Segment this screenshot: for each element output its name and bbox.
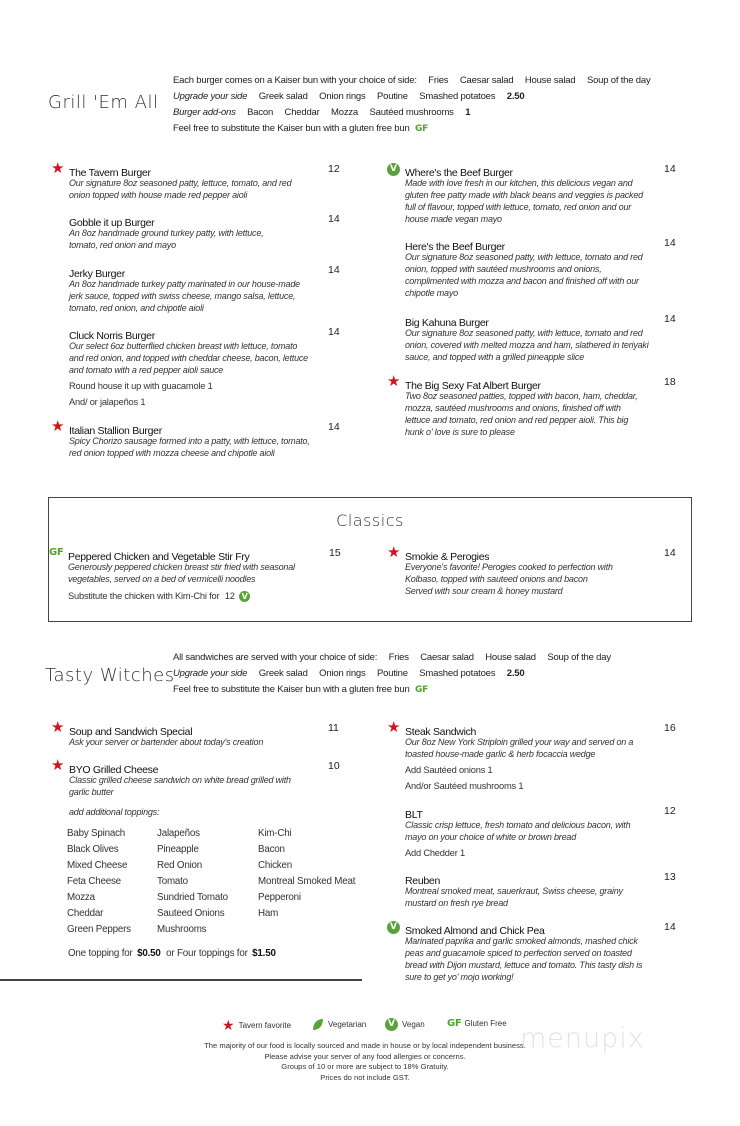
vegan-icon: V <box>387 921 400 934</box>
vegan-icon: V <box>239 591 250 602</box>
star-icon: ★ <box>222 1017 235 1033</box>
star-icon: ★ <box>51 418 65 435</box>
gluten-free-icon: GF <box>49 547 64 558</box>
menu-item: Here's the Beef Burger 14 Our signature 8oz seasoned patty, with lettuce, tomato and red onion, topped with sautéed mushrooms and onions, complimented with mozza and bacon and finished off with our chipotle mayo <box>405 237 676 298</box>
menu-item: ★ Soup and Sandwich Special 11 Ask your server or bartender about today's creation <box>51 719 339 747</box>
menu-item: Big Kahuna Burger 14 Our signature 8oz seasoned patty, with lettuce, tomato and red onion, covered with melted mozza and ham, slathered in teriyaki sauce, and topped with a grilled pineapple slice <box>405 313 676 362</box>
gluten-free-icon: GF <box>447 1018 462 1029</box>
toppings-col-1: Baby Spinach Black Olives Mixed Cheese Feta Cheese Mozza Cheddar Green Peppers <box>67 828 131 935</box>
menu-item: V Where's the Beef Burger 14 Made with love fresh in our kitchen, this delicious vegan and gluten free patty made with black beans and veggies is packed full of flavour, topped with lettuce, tomato, red onion and our house made vegan mayo <box>405 163 695 225</box>
grill-intro-line3: Burger add-ons Bacon Cheddar Mozza Sautéed mushrooms 1 <box>173 107 471 118</box>
grill-intro-line2: Upgrade your side Greek salad Onion rings Poutine Smashed potatoes 2.50 <box>173 91 525 102</box>
grill-intro <box>173 73 660 137</box>
section-title-witches: Tasty Witches <box>45 665 175 686</box>
star-icon: ★ <box>51 160 65 177</box>
star-icon: ★ <box>387 544 401 561</box>
vegan-icon: V <box>387 163 400 176</box>
menu-item: GF Peppered Chicken and Vegetable Stir Fry 15 Generously peppered chicken breast stir fried with seasonal vegetables, served on a bed of vermicelli noodles Substitute the chicken with Kim-Chi for 12 V <box>49 547 341 601</box>
grill-intro-line4: Feel free to substitute the Kaiser bun with a gluten free bun GF <box>173 123 428 134</box>
leaf-icon <box>312 1018 324 1031</box>
witches-intro-line3: Feel free to substitute the Kaiser bun with a gluten free bun GF <box>173 684 428 695</box>
witches-intro-line1: All sandwiches are served with your choice of side: Fries Caesar salad House salad Soup of the day <box>173 652 611 663</box>
menu-item: V Smoked Almond and Chick Pea 14 Marinated paprika and garlic smoked almonds, mashed chick peas and guacamole spiced to perfection served on toasted bread with Dijon mustard, lettuce and tomato. This tasty dish is sure to get yo' mojo working! <box>405 921 695 983</box>
menu-item: ★ Steak Sandwich 16 Our 8oz New York Striploin grilled your way and served on a toasted house-made garlic & herb focaccia wedge Add Sautéed onions 1 And/or Sautéed mushrooms 1 <box>387 719 676 791</box>
menu-item: ★ Italian Stallion Burger 14 Spicy Chorizo sausage formed into a patty, with lettuce, tomato, red onion topped with mozza cheese and chipotle aioli <box>51 418 340 458</box>
toppings-label: add additional toppings: <box>69 807 160 817</box>
grill-intro-line1: Each burger comes on a Kaiser bun with your choice of side: Fries Caesar salad House salad Soup of the day <box>173 75 651 86</box>
menu-item: ★ The Big Sexy Fat Albert Burger 18 Two 8oz seasoned patties, topped with bacon, ham, cheddar, mozza, sautéed mushrooms and onions, finished off with lettuce and tomato, red onion and red pepper aioli. This big hunk o' love is sure to please <box>387 373 676 437</box>
legend-tavern-favorite: ★ Tavern favorite <box>222 1017 292 1033</box>
vegan-icon: V <box>385 1018 398 1031</box>
star-icon: ★ <box>387 373 401 390</box>
legend-gluten-free: GF Gluten Free <box>447 1018 507 1029</box>
star-icon: ★ <box>51 757 65 774</box>
watermark: menupix <box>520 1023 645 1054</box>
menu-item: ★ Smokie & Perogies 14 Everyone's favorite! Perogies cooked to perfection with Kolbaso, topped with sauteed onions and bacon Served with sour cream & honey mustard <box>387 544 676 596</box>
gluten-free-icon: GF <box>415 685 428 695</box>
star-icon: ★ <box>51 719 65 736</box>
menu-item: BLT 12 Classic crisp lettuce, fresh tomato and delicious bacon, with mayo on your choice of white or brown bread Add Chedder 1 <box>405 805 676 858</box>
footer-notes: The majority of our food is locally sourced and made in house or by local independent business. Please advise your server of any food allergies or concerns. Groups of 10 or more are subject to 18% Gratuity. Prices do not include GST. <box>204 1041 526 1082</box>
menu-item: ★ The Tavern Burger 12 Our signature 8oz seasoned patty, lettuce, tomato, and red onion topped with house made red pepper aioli <box>51 160 340 200</box>
section-divider <box>0 979 362 981</box>
menu-item: Reuben 13 Montreal smoked meat, sauerkraut, Swiss cheese, grainy mustard on fresh rye bread <box>405 871 676 908</box>
gluten-free-icon: GF <box>415 124 428 134</box>
witches-intro <box>173 650 620 698</box>
menu-item: ★ BYO Grilled Cheese 10 Classic grilled cheese sandwich on white bread grilled with garlic butter <box>51 757 340 797</box>
section-title-grill: Grill 'Em All <box>48 92 159 113</box>
toppings-price: One topping for $0.50 or Four toppings for $1.50 <box>68 948 276 959</box>
toppings-col-2: Jalapeños Pineapple Red Onion Tomato Sundried Tomato Sauteed Onions Mushrooms <box>157 828 228 935</box>
toppings-col-3: Kim-Chi Bacon Chicken Montreal Smoked Meat Pepperoni Ham <box>258 828 356 919</box>
star-icon: ★ <box>387 719 401 736</box>
menu-item: Gobble it up Burger 14 An 8oz handmade ground turkey patty, with lettuce, tomato, red onion and mayo <box>69 213 340 250</box>
menu-item: Cluck Norris Burger 14 Our select 6oz butterflied chicken breast with lettuce, tomato and red onion, and topped with cheddar cheese, bacon, lettuce and tomato with a red pepper aioli sauce Round house it up with guacamole 1 And/ or jalapeños 1 <box>69 326 340 407</box>
legend-vegan: V Vegan <box>385 1018 425 1031</box>
legend-vegetarian: Vegetarian <box>312 1018 366 1031</box>
section-title-classics: Classics <box>336 511 404 530</box>
menu-item: Jerky Burger 14 An 8oz handmade turkey patty marinated in our house-made jerk sauce, topped with swiss cheese, mango salsa, lettuce, tomato, red onion, and chipotle aioli <box>69 264 340 313</box>
witches-intro-line2: Upgrade your side Greek salad Onion rings Poutine Smashed potatoes 2.50 <box>173 668 525 679</box>
